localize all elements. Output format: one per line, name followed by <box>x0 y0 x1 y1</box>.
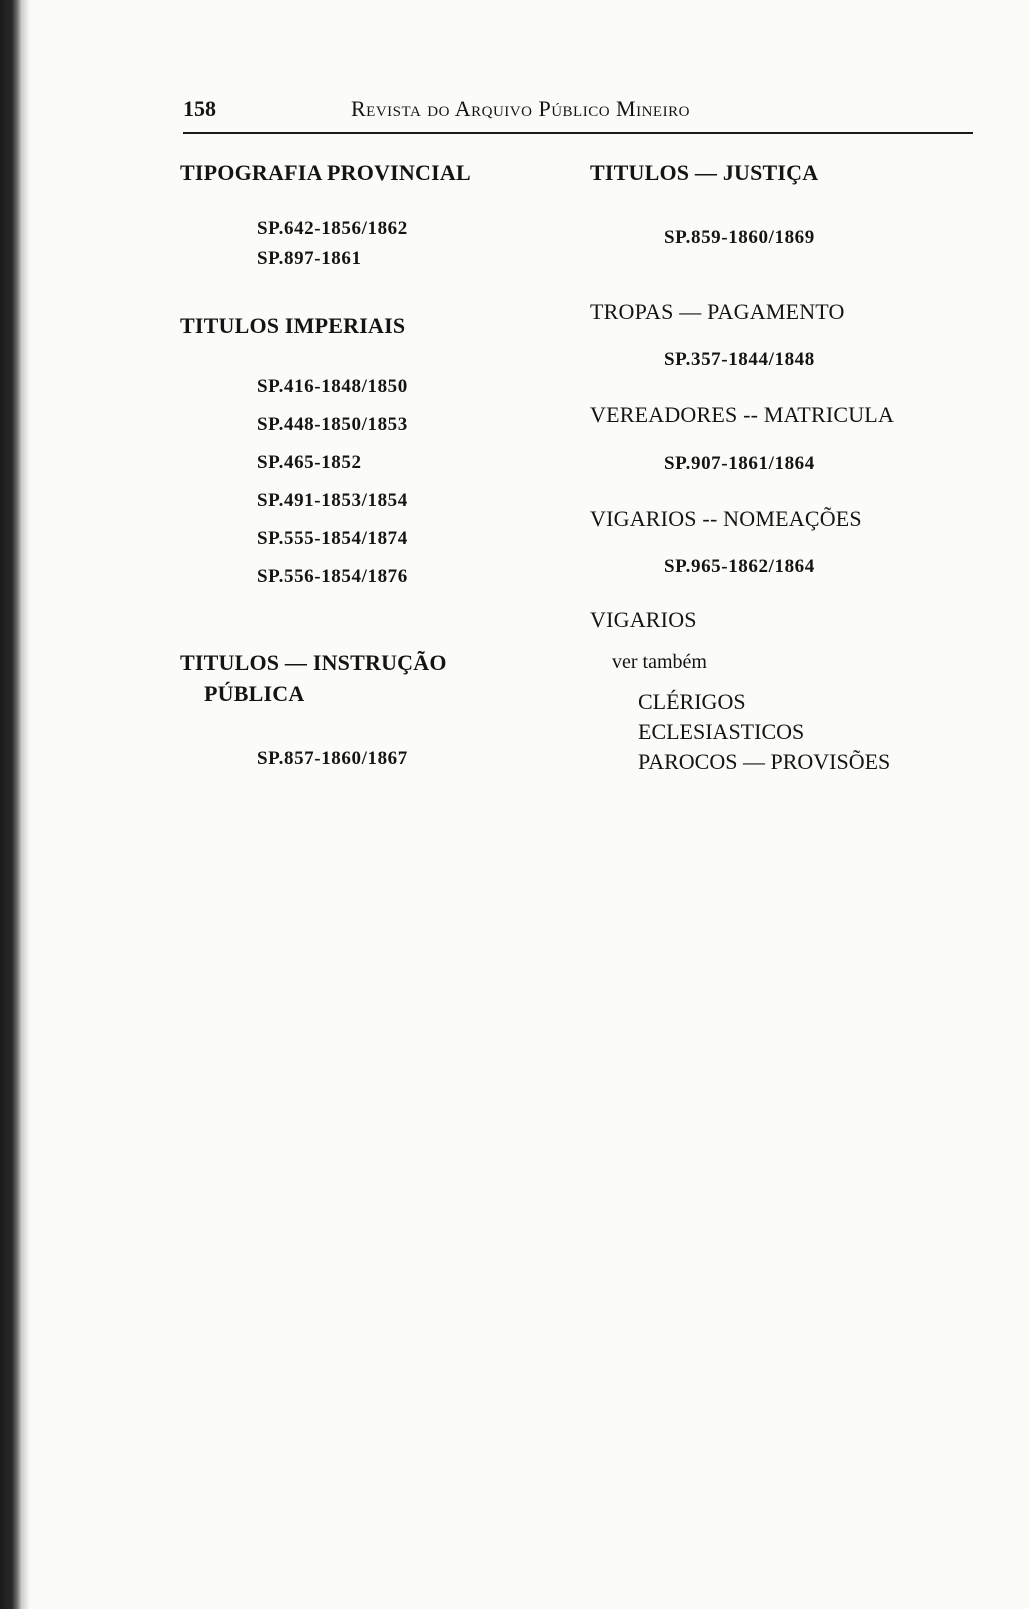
entry-heading: VIGARIOS -- NOMEAÇÕES <box>590 506 862 531</box>
cross-reference: PAROCOS — PROVISÕES <box>638 749 891 774</box>
entry-heading: TITULOS IMPERIAIS <box>180 313 406 338</box>
entry-heading: VIGARIOS <box>590 607 697 632</box>
entry-heading: TROPAS — PAGAMENTO <box>590 299 845 324</box>
scan-binding-edge <box>0 0 22 1609</box>
archive-reference: SP.448-1850/1853 <box>257 414 408 435</box>
see-also-label: ver também <box>612 651 707 673</box>
archive-reference: SP.857-1860/1867 <box>257 748 408 769</box>
archive-reference: SP.642-1856/1862 <box>257 218 408 239</box>
archive-reference: SP.357-1844/1848 <box>664 349 815 370</box>
archive-reference: SP.907-1861/1864 <box>664 453 815 474</box>
archive-reference: SP.897-1861 <box>257 248 362 269</box>
cross-reference: ECLESIASTICOS <box>638 719 805 744</box>
entry-heading: VEREADORES -- MATRICULA <box>590 402 895 427</box>
cross-reference: CLÉRIGOS <box>638 689 746 714</box>
entry-heading: TITULOS — JUSTIÇA <box>590 160 819 185</box>
running-header <box>183 92 973 134</box>
archive-reference: SP.556-1854/1876 <box>257 566 408 587</box>
entry-heading-continuation: PÚBLICA <box>204 681 305 706</box>
archive-reference: SP.491-1853/1854 <box>257 490 408 511</box>
archive-reference: SP.465-1852 <box>257 452 362 473</box>
journal-title: Revista do Arquivo Público Mineiro <box>351 96 690 121</box>
entry-heading: TIPOGRAFIA PROVINCIAL <box>180 160 471 185</box>
entry-heading: TITULOS — INSTRUÇÃO <box>180 650 447 675</box>
page-number: 158 <box>183 96 216 121</box>
archive-reference: SP.965-1862/1864 <box>664 556 815 577</box>
archive-reference: SP.416-1848/1850 <box>257 376 408 397</box>
archive-reference: SP.859-1860/1869 <box>664 227 815 248</box>
archive-reference: SP.555-1854/1874 <box>257 528 408 549</box>
